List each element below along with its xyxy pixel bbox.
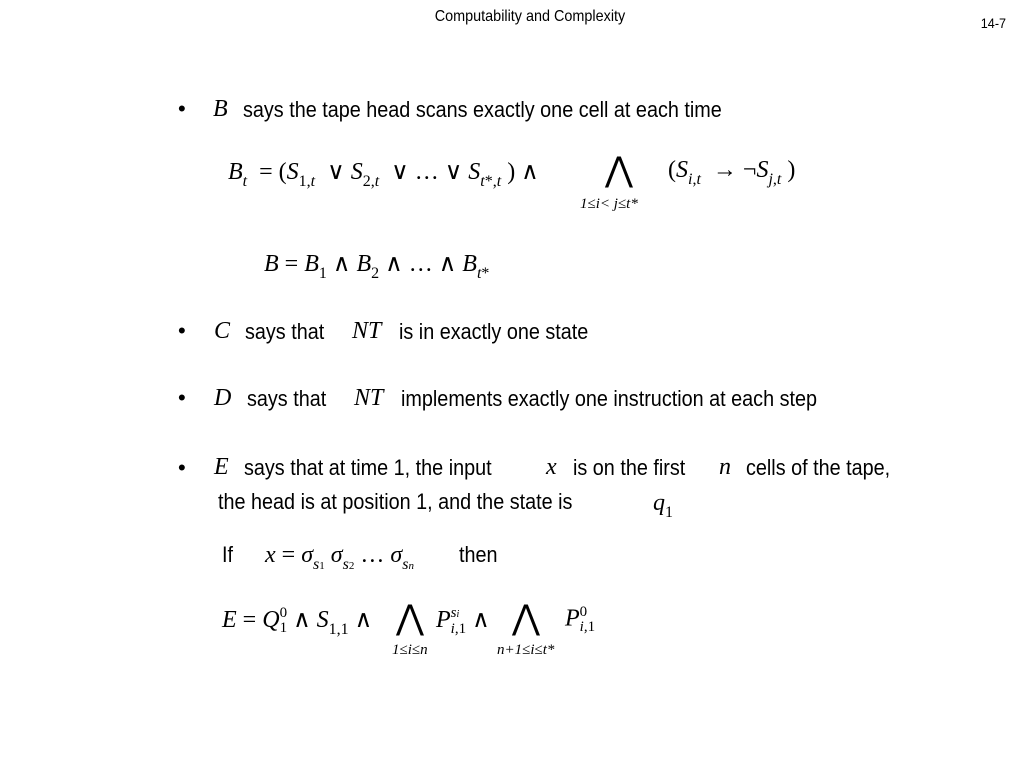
bullet-e-line2: the head is at position 1, and the state is <box>218 489 573 514</box>
x-definition-formula: $x = \sigma_{s1}$ $\sigma_{s2}$ … $\sigma_{sn}$ <box>265 542 414 573</box>
big-wedge-operator: ⋀ <box>605 150 633 190</box>
e-wedge-limits-2: n+1≤i≤t* <box>497 642 555 658</box>
bullet-d-text-b: implements exactly one instruction at each step <box>401 386 818 411</box>
e-formula-p2: P 0 i,1 <box>565 604 596 635</box>
bullet-e-text-c: cells of the tape, <box>746 455 891 480</box>
bullet-e-n: n <box>719 454 731 480</box>
bt-formula-implication: ($S_{i,t}$ → $\neg S_{j,t}$ ) <box>668 157 796 188</box>
bullet-c-text-a: says that <box>245 319 325 344</box>
b-formula: $B = B_1$ ∧ $B_2$ ∧ … ∧ $B_{t*}$ <box>264 251 490 282</box>
bullet-b-text: says the tape head scans exactly one cell at each time <box>243 97 722 122</box>
then-label: then <box>459 542 498 567</box>
bullet-c-text-b: is in exactly one state <box>399 319 589 344</box>
bullet-e-q <box>653 490 673 522</box>
big-wedge-operator: ⋀ <box>512 598 540 638</box>
bullet-d-text-a: says that <box>247 386 327 411</box>
if-label: If <box>222 542 234 567</box>
bullet-b-variable: B <box>213 96 228 122</box>
e-formula-p1: P si i,1 ∧ <box>436 604 490 637</box>
bullet-c-variable: C <box>214 318 231 344</box>
e-wedge-limits-1: 1≤i≤n <box>392 642 428 658</box>
bullet-e-x: x <box>546 454 557 480</box>
bullet-e-text-b: is on the first <box>573 455 686 480</box>
bullet-d-variable: D <box>214 385 232 411</box>
bullet-e-text-a: says that at time 1, the input <box>244 455 492 480</box>
big-wedge-operator: ⋀ <box>396 598 424 638</box>
bullet-c-nt: NT <box>352 318 382 344</box>
e-formula: E = Q 0 1 ∧ $S_{1,1}$ ∧ <box>222 605 373 638</box>
bt-wedge-limits: 1≤i< j≤t* <box>580 196 638 212</box>
bt-formula: $B_t = (S_{1,t}$ ∨ $S_{2,t}$ ∨ … ∨ $S_{t*,t}$ ) ∧ <box>228 159 539 190</box>
bullet-dot: • <box>178 455 186 480</box>
q-variable: q <box>653 490 665 516</box>
bullet-dot: • <box>178 96 186 121</box>
page-number: 14-7 <box>980 15 1006 31</box>
q-subscript: 1 <box>665 504 673 521</box>
bullet-d-nt: NT <box>354 385 384 411</box>
bullet-e-variable: E <box>214 454 229 480</box>
bullet-dot: • <box>178 318 186 343</box>
bt-lhs-variable: B <box>228 159 243 185</box>
slide-header-title: Computability and Complexity <box>434 8 626 25</box>
bullet-dot: • <box>178 385 186 410</box>
